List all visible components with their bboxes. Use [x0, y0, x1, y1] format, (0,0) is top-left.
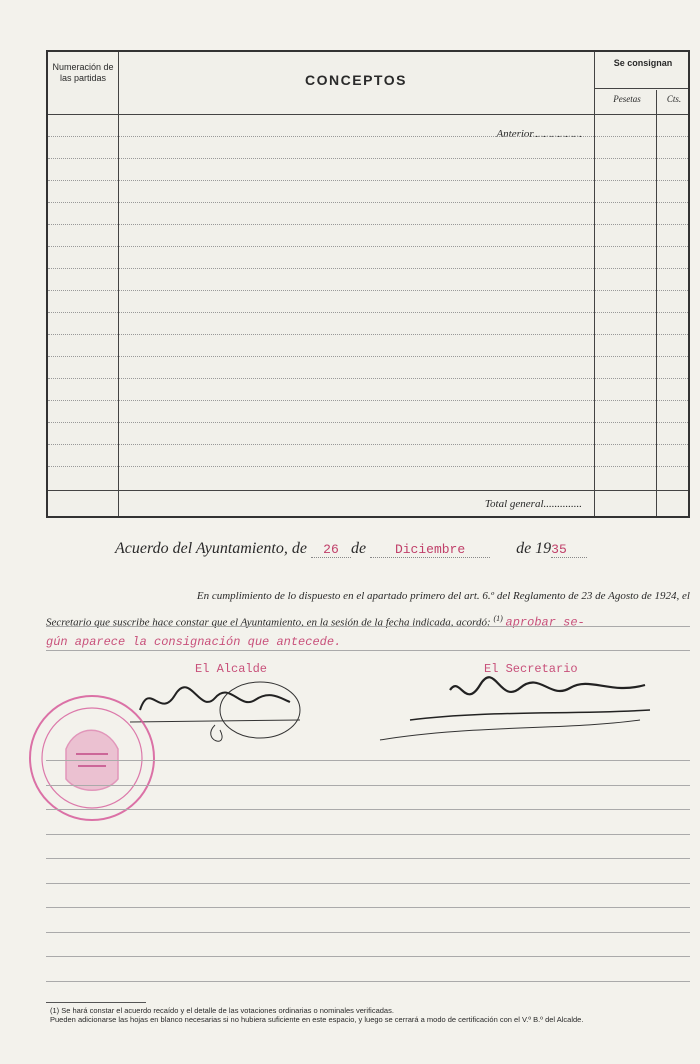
paragraph-line-2-text: Secretario que suscribe hace constar que el Ayuntamiento, en la sesión de la fecha indicada, acordó:	[46, 616, 491, 629]
ledger-row-rule	[48, 378, 688, 379]
secretario-title: El Secretario	[484, 662, 578, 676]
paragraph-line-2	[46, 611, 690, 631]
ledger-row-rule	[48, 136, 688, 137]
ledger-row-rule	[48, 268, 688, 269]
blank-ruled-line	[46, 907, 690, 908]
acuerdo-day: 26	[311, 542, 351, 558]
ledger-row-rule	[48, 334, 688, 335]
paragraph-rule	[46, 650, 690, 651]
blank-ruled-line	[46, 760, 690, 761]
ledger-row-rule	[48, 466, 688, 467]
ledger-row-rule	[48, 356, 688, 357]
ledger-row-rule	[48, 158, 688, 159]
blank-ruled-line	[46, 981, 690, 982]
footnote-marker: (1)	[493, 614, 503, 623]
column-divider	[656, 90, 657, 516]
ledger-table	[46, 50, 690, 518]
paragraph-line-1: En cumplimiento de lo dispuesto en el apartado primero del art. 6.º del Reglamento de 23 de Agosto de 1924, el	[196, 590, 690, 602]
alcalde-title: El Alcalde	[195, 662, 268, 676]
blank-ruled-line	[46, 858, 690, 859]
header-rule	[48, 114, 688, 115]
paragraph-line-3	[46, 634, 690, 650]
blank-ruled-line	[46, 785, 690, 786]
blank-ruled-line	[46, 883, 690, 884]
acuerdo-month: Diciembre	[370, 542, 490, 558]
ledger-row-rule	[48, 422, 688, 423]
blank-ruled-line	[46, 956, 690, 957]
column-divider	[118, 52, 119, 516]
acuerdo-de: de	[350, 540, 367, 557]
anterior-label: Anterior..................	[496, 128, 582, 140]
acuerdo-prefix: Acuerdo del Ayuntamiento, de	[115, 540, 307, 557]
blank-ruled-line	[46, 834, 690, 835]
column-divider	[594, 52, 595, 516]
ledger-row-rule	[48, 290, 688, 291]
subheader-rule	[594, 88, 688, 89]
ledger-row-rule	[48, 444, 688, 445]
conceptos-header: CONCEPTOS	[305, 72, 407, 88]
footnote-2: Pueden adicionarse las hojas en blanco necesarias si no hubiera suficiente en este espacio, y luego se cerrará a modo de certificación con el V.º B.º del Alcalde.	[50, 1015, 584, 1024]
ledger-row-rule	[48, 246, 688, 247]
paragraph-rule	[46, 626, 690, 627]
ledger-row-rule	[48, 312, 688, 313]
cts-header: Cts.	[666, 94, 682, 104]
blank-ruled-line	[46, 932, 690, 933]
typed-text-1: aprobar se-	[505, 615, 585, 630]
ledger-row-rule	[48, 400, 688, 401]
footnote-1: (1) Se hará constar el acuerdo recaído y el detalle de las votaciones ordinarias o nominales verificadas.	[50, 1006, 394, 1015]
ledger-row-rule	[48, 180, 688, 181]
ledger-row-rule	[48, 224, 688, 225]
ledger-row-rule	[48, 202, 688, 203]
acuerdo-year-prefix: de 19	[516, 540, 552, 557]
municipal-seal	[26, 694, 160, 824]
acuerdo-line	[115, 540, 587, 558]
typed-text-2: gún aparece la consignación que antecede.	[46, 635, 342, 649]
footnote-rule	[46, 1002, 146, 1003]
total-rule	[48, 490, 688, 491]
total-general-label: Total general..............	[484, 498, 582, 510]
acuerdo-year-suffix: 35	[551, 542, 587, 558]
se-consignan-header: Se consignan	[613, 58, 673, 68]
pesetas-header: Pesetas	[613, 94, 641, 104]
secretario-signature	[370, 670, 660, 750]
blank-ruled-line	[46, 809, 690, 810]
numeracion-header: Numeración de las partidas	[52, 62, 114, 83]
